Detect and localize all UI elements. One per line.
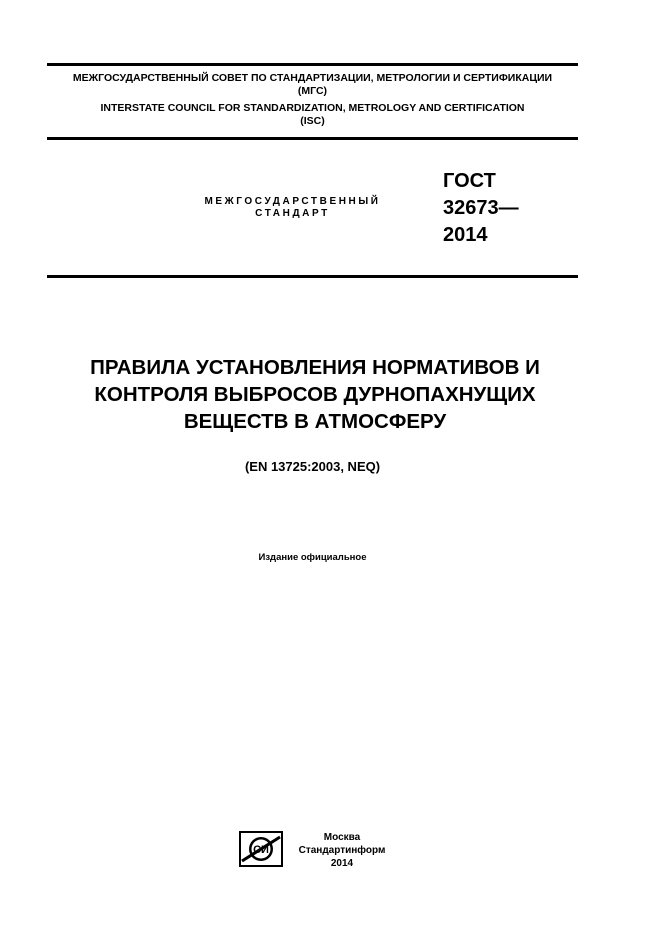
council-abbr-en: (ISC) xyxy=(300,115,325,127)
gost-label: ГОСТ xyxy=(443,170,496,192)
council-abbr-ru: (МГС) xyxy=(297,85,328,97)
title-line1: ПРАВИЛА УСТАНОВЛЕНИЯ НОРМАТИВОВ И xyxy=(90,356,540,379)
logo-lettering: СИ xyxy=(253,844,269,856)
standard-kind xyxy=(190,196,395,220)
international-reference: (EN 13725:2003, NEQ) xyxy=(244,459,381,474)
publisher-name: Стандартинформ xyxy=(298,845,386,856)
top-rule xyxy=(47,63,578,66)
gost-number: 32673— xyxy=(443,197,519,219)
title-line3: ВЕЩЕСТВ В АТМОСФЕРУ xyxy=(183,410,447,433)
title-line2: КОНТРОЛЯ ВЫБРОСОВ ДУРНОПАХНУЩИХ xyxy=(94,383,536,406)
designation-rule xyxy=(47,275,578,278)
edition-note: Издание официальное xyxy=(258,552,367,563)
gost-designation xyxy=(443,168,519,249)
gost-year: 2014 xyxy=(443,224,488,246)
council-name-ru: МЕЖГОСУДАРСТВЕННЫЙ СОВЕТ ПО СТАНДАРТИЗАЦИИ, МЕТРОЛОГИИ И СЕРТИФИКАЦИИ xyxy=(72,72,553,84)
standard-kind-line1: МЕЖГОСУДАРСТВЕННЫЙ xyxy=(204,196,381,207)
document-title xyxy=(40,354,590,435)
council-name-en: INTERSTATE COUNCIL FOR STANDARDIZATION, METROLOGY AND CERTIFICATION xyxy=(100,102,525,114)
standard-kind-line2: СТАНДАРТ xyxy=(255,208,330,219)
header-rule xyxy=(47,137,578,140)
council-header xyxy=(47,72,578,128)
publisher-city: Москва xyxy=(323,832,361,843)
publisher-block xyxy=(289,831,395,870)
standartinform-logo-icon xyxy=(239,831,283,867)
publisher-year: 2014 xyxy=(330,858,354,869)
